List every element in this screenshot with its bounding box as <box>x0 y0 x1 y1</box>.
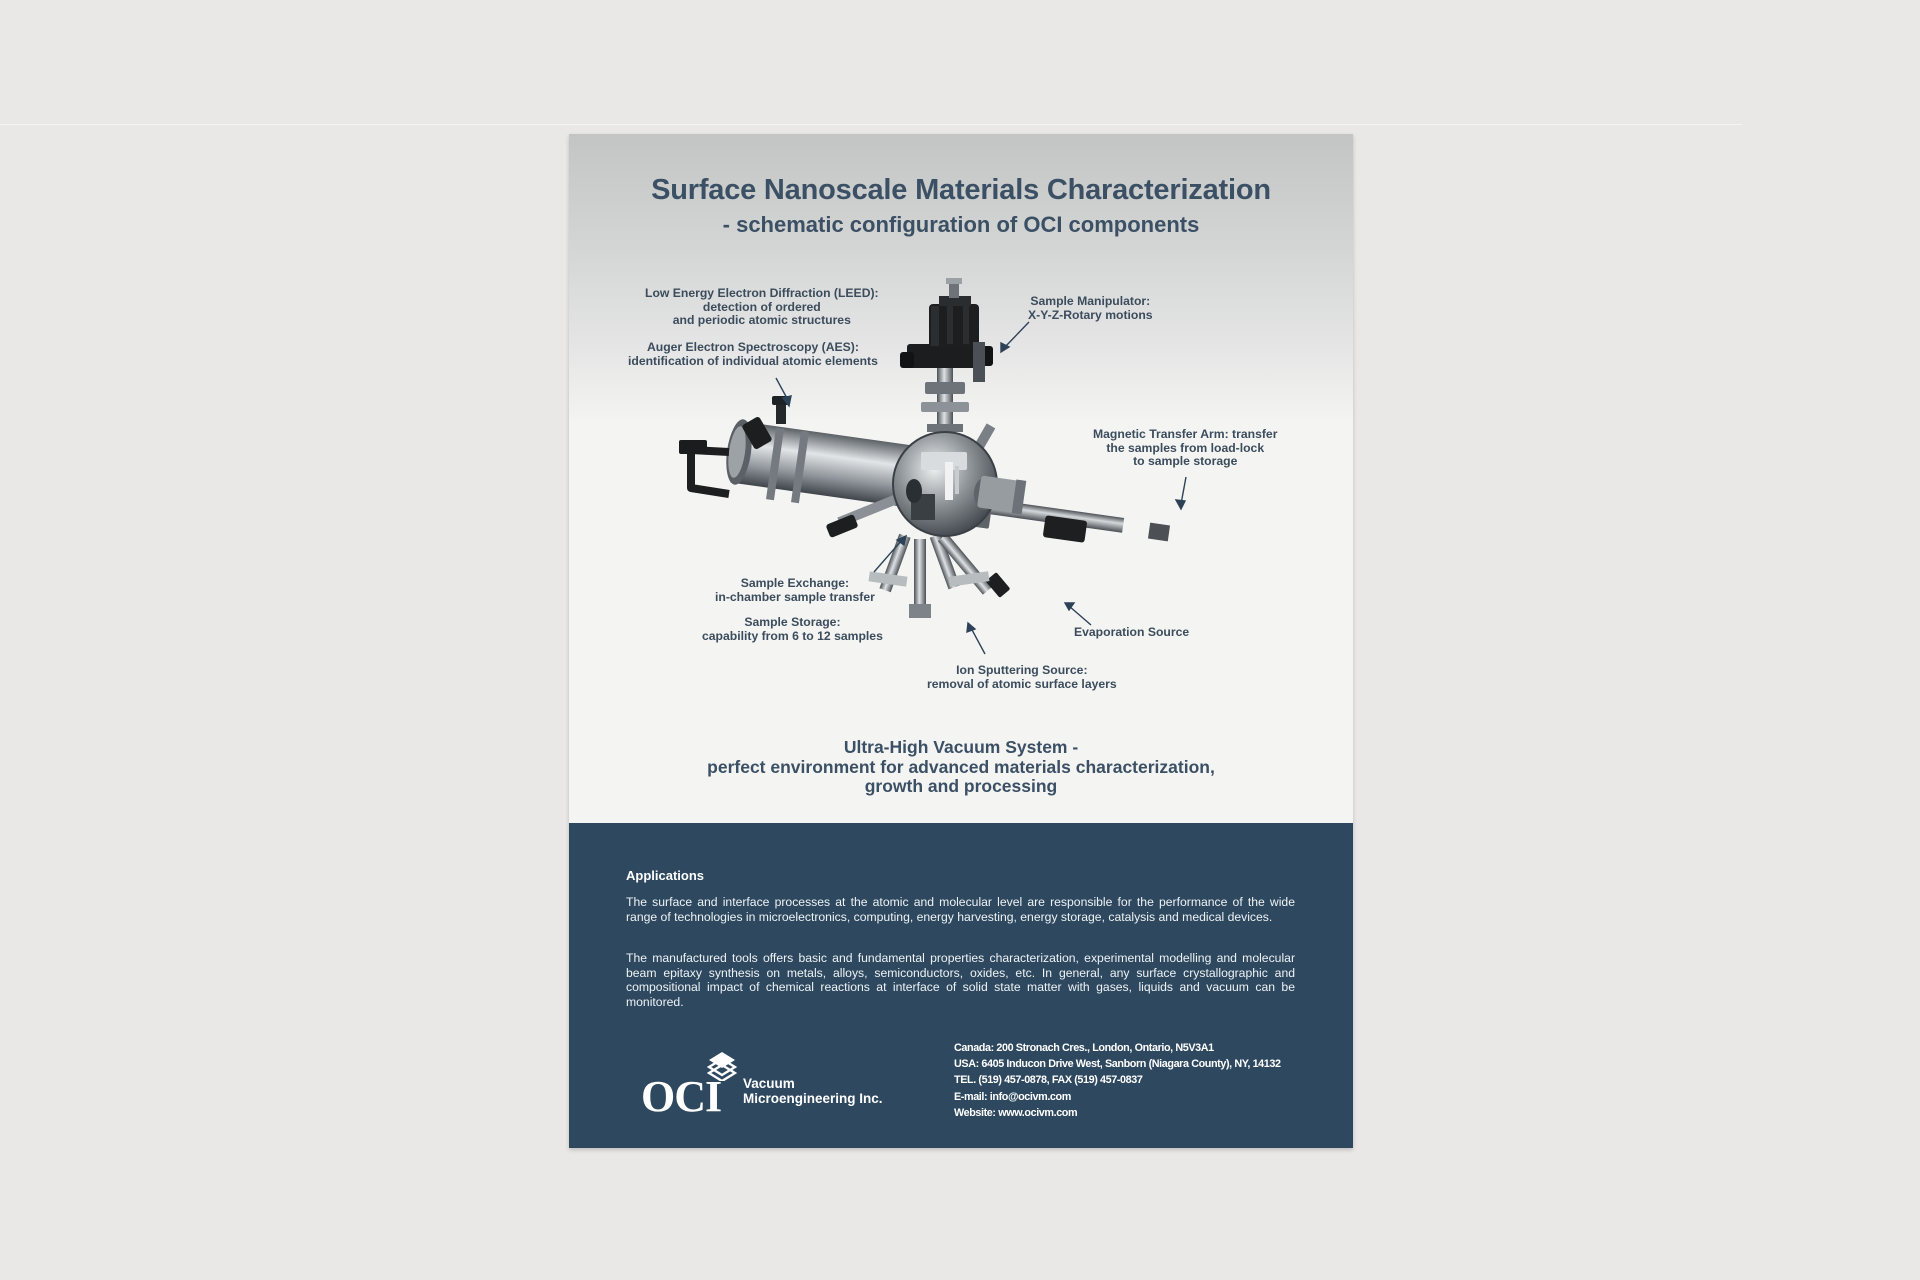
callout-leed: Low Energy Electron Diffraction (LEED): detection of ordered and periodic atomic structures <box>645 286 879 327</box>
chamber-shape <box>893 432 1026 536</box>
contact-usa: USA: 6405 Inducon Drive West, Sanborn (Niagara County), NY, 14132 <box>954 1058 1281 1071</box>
callout-sample-exchange: Sample Exchange: in-chamber sample transfer <box>715 576 875 604</box>
manipulator-shape <box>900 278 995 456</box>
callout-manipulator: Sample Manipulator: X-Y-Z-Rotary motions <box>1028 294 1153 322</box>
top-divider <box>0 124 1742 125</box>
leed-tube-shape <box>679 396 927 509</box>
callout-sample-storage: Sample Storage: capability from 6 to 12 samples <box>702 615 883 643</box>
contact-info <box>954 1040 1281 1121</box>
callout-transfer-arm: Magnetic Transfer Arm: transfer the samples from load-lock to sample storage <box>1093 427 1278 468</box>
flyer-page <box>569 134 1353 1148</box>
contact-email: E-mail: info@ocivm.com <box>954 1090 1071 1103</box>
uhv-heading: Ultra-High Vacuum System - perfect environment for advanced materials characterization, growth and processing <box>707 737 1215 796</box>
applications-paragraph-2: The manufactured tools offers basic and fundamental properties characterization, experimental modelling and molecular beam epitaxy synthesis on metals, alloys, semiconductors, oxides, etc. In general, any surface crystallographic and compositional impact of chemical reactions at interface of solid state matter with gases, liquids and vacuum can be monitored. <box>626 951 1295 1009</box>
callout-ion-sputtering: Ion Sputtering Source: removal of atomic surface layers <box>927 663 1117 691</box>
oci-logo-word: OCI <box>641 1072 722 1121</box>
oci-logo-name: Vacuum Microengineering Inc. <box>743 1076 883 1106</box>
contact-phone: TEL. (519) 457-0878, FAX (519) 457-0837 <box>954 1074 1143 1087</box>
footer-panel <box>569 823 1353 1148</box>
flyer-subtitle: - schematic configuration of OCI components <box>722 212 1200 237</box>
flyer-title: Surface Nanoscale Materials Characterization <box>651 174 1271 206</box>
contact-website: Website: www.ocivm.com <box>954 1106 1078 1119</box>
contact-canada: Canada: 200 Stronach Cres., London, Ontario, N5V3A1 <box>954 1042 1214 1054</box>
callout-aes: Auger Electron Spectroscopy (AES): identification of individual atomic elements <box>628 340 878 368</box>
applications-paragraph-1: The surface and interface processes at the atomic and molecular level are responsible for the performance of the wide range of technologies in microelectronics, computing, energy harvesting, energy storage, catalysis and medical devices. <box>626 895 1295 924</box>
oci-logo <box>641 1051 881 1121</box>
applications-heading: Applications <box>626 868 705 883</box>
callout-evaporation-source: Evaporation Source <box>1074 625 1190 639</box>
